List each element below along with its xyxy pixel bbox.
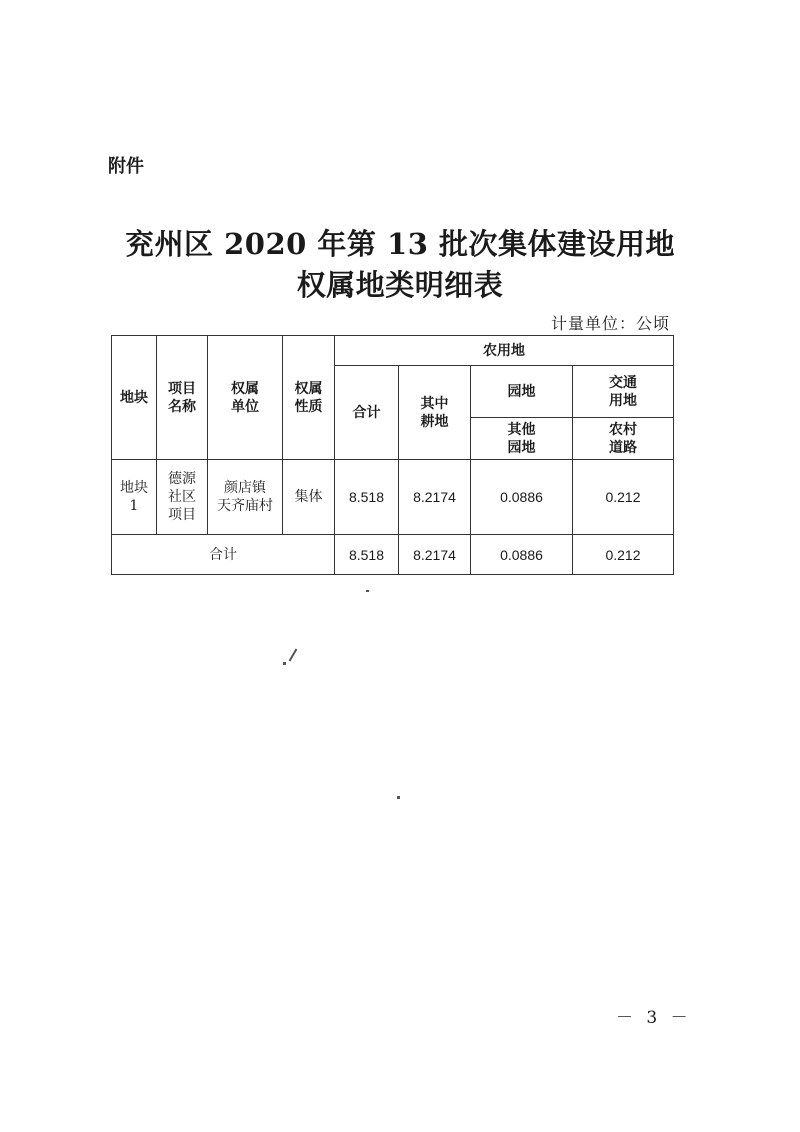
header-garden: 园地 — [471, 366, 573, 418]
header-rural-road-line1: 农村 — [609, 421, 637, 438]
row-owner-unit — [208, 460, 283, 535]
land-detail-table — [111, 335, 674, 575]
header-agricultural-land: 农用地 — [335, 336, 674, 366]
header-total: 合计 — [335, 366, 399, 460]
scan-speck — [366, 590, 369, 592]
row-block-line1: 地块 — [120, 480, 148, 496]
row-project-line2: 社区 — [168, 489, 196, 505]
header-owner-line1: 权属 — [231, 380, 259, 397]
row-rural-road: 0.212 — [573, 460, 674, 535]
header-other-garden — [471, 418, 573, 460]
scan-speck — [283, 662, 286, 665]
attachment-label: 附件 — [108, 156, 144, 177]
header-project-name — [157, 336, 208, 460]
header-other-garden-line2: 园地 — [507, 439, 536, 456]
row-cultivated: 8.2174 — [399, 460, 471, 535]
summary-label: 合计 — [112, 535, 335, 575]
summary-rural-road: 0.212 — [573, 535, 674, 575]
summary-total: 8.518 — [335, 535, 399, 575]
row-block-line2: 1 — [129, 498, 139, 514]
header-transport-land — [573, 366, 674, 418]
row-total: 8.518 — [335, 460, 399, 535]
row-other-garden: 0.0886 — [471, 460, 573, 535]
header-owner-line2: 单位 — [231, 398, 259, 415]
row-project-line1: 德源 — [168, 471, 196, 487]
table-row — [112, 460, 674, 535]
header-owner-unit — [208, 336, 283, 460]
header-other-garden-line1: 其他 — [507, 421, 536, 438]
unit-note: 计量单位：公顷 — [550, 314, 670, 333]
header-transport-line2: 用地 — [609, 392, 637, 409]
row-block — [112, 460, 157, 535]
row-owner-line1: 颜店镇 — [224, 480, 266, 496]
summary-cultivated: 8.2174 — [399, 535, 471, 575]
summary-other-garden: 0.0886 — [471, 535, 573, 575]
document-title-line1: 兖州区 2020 年第 13 批次集体建设用地 — [125, 227, 675, 261]
header-nature-line1: 权属 — [294, 380, 323, 397]
header-block: 地块 — [112, 336, 157, 460]
header-rural-road — [573, 418, 674, 460]
header-of-which-line2: 耕地 — [420, 413, 449, 430]
table-summary-row — [112, 535, 674, 575]
row-ownership-nature: 集体 — [283, 460, 335, 535]
header-transport-line1: 交通 — [609, 374, 637, 391]
scan-speck — [289, 648, 298, 661]
scan-speck — [397, 796, 400, 799]
row-owner-line2: 天齐庙村 — [217, 498, 273, 514]
header-nature-line2: 性质 — [294, 398, 323, 415]
page-number: － 3 － — [616, 1008, 692, 1028]
header-of-which-line1: 其中 — [420, 395, 449, 412]
header-project-line1: 项目 — [168, 380, 196, 397]
header-rural-road-line2: 道路 — [609, 439, 637, 456]
row-project-name — [157, 460, 208, 535]
header-project-line2: 名称 — [168, 398, 196, 415]
header-ownership-nature — [283, 336, 335, 460]
document-title-line2: 权属地类明细表 — [296, 268, 504, 302]
row-project-line3: 项目 — [168, 507, 196, 523]
header-of-which-cultivated — [399, 366, 471, 460]
